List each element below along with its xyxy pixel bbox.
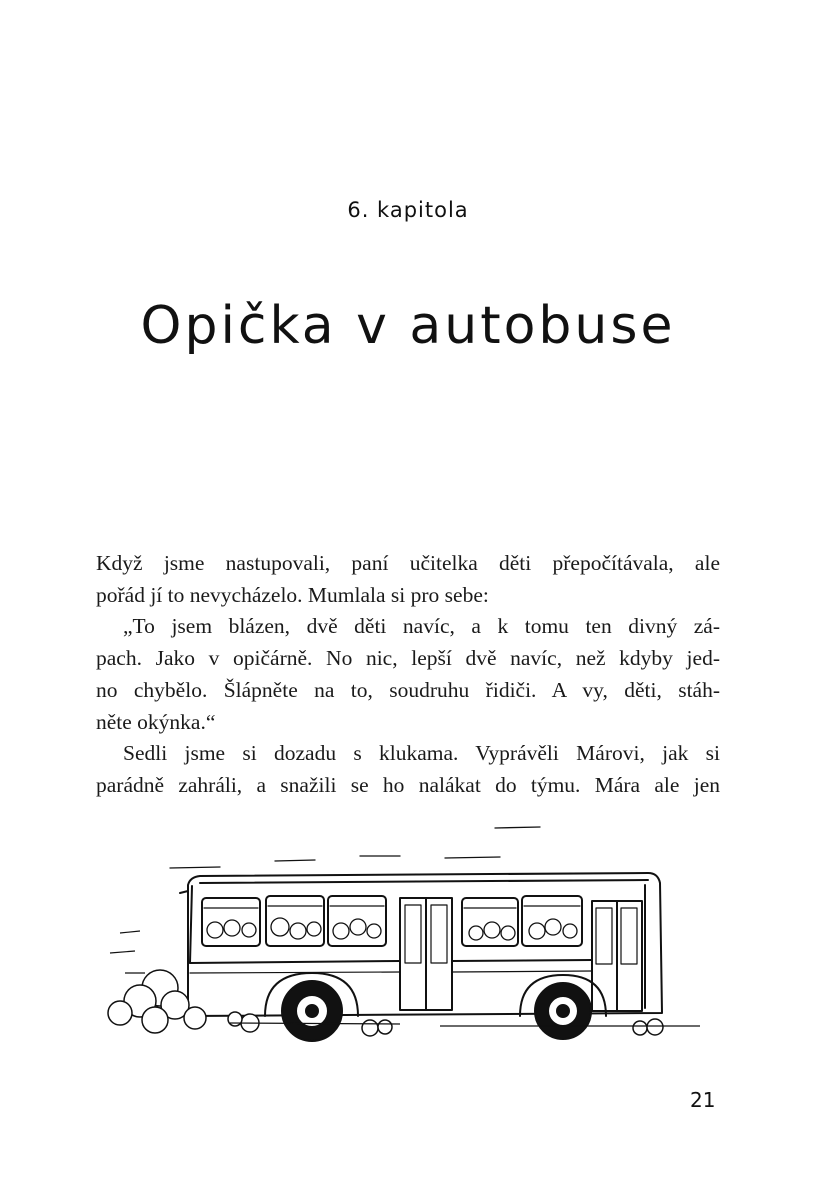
- text-line: pořád jí to nevycházelo. Mumlala si pro sebe:: [96, 582, 489, 607]
- text-line: „To jsem blázen, dvě děti navíc, a k tomu ten divný zá-: [123, 614, 720, 639]
- text-line: Sedli jsme si dozadu s klukama. Vyprávěli Márovi, jak si: [123, 741, 720, 766]
- page-number: 21: [690, 1088, 716, 1112]
- text-line: pach. Jako v opičárně. No nic, lepší dvě navíc, než kdyby jed-: [96, 646, 720, 671]
- text-line: parádně zahráli, a snažili se ho nalákat do týmu. Mára ale jen: [96, 772, 720, 797]
- chapter-title: Opička v autobuse: [140, 296, 676, 356]
- text-line: no chybělo. Šlápněte na to, soudruhu řidiči. A vy, děti, stáh-: [96, 677, 720, 702]
- text-line: něte okýnka.“: [96, 709, 216, 734]
- bus-illustration-icon: [100, 823, 700, 1043]
- text-line: Když jsme nastupovali, paní učitelka děti přepočítávala, ale: [96, 551, 720, 575]
- chapter-label: 6. kapitola: [347, 198, 469, 222]
- body-text: [96, 548, 720, 802]
